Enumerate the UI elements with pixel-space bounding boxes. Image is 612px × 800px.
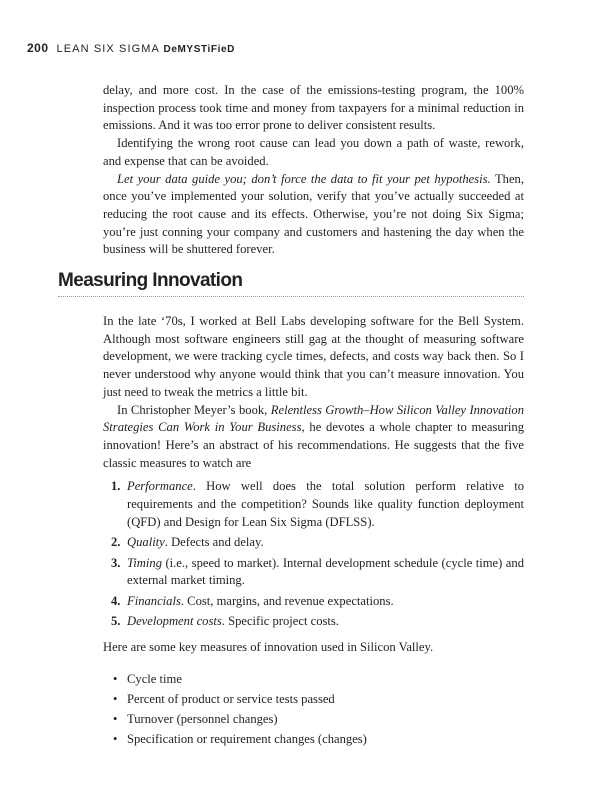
bullet-item: [103, 709, 524, 729]
bullet-text: Cycle time: [127, 671, 182, 686]
paragraph-text: , he devotes a whole chapter to measuring innovation! Here’s an abstract of his recommendations. He suggests that the five classic measures to watch are: [103, 420, 524, 470]
paragraph: In the late ‘70s, I worked at Bell Labs developing software for the Bell System. Although most software engineers still gag at the thought of measuring software development, we were tracking cycle times, defects, and costs way back then. So I never understood why anyone would think that you can’t measure innovation. You just need to tweak the metrics a little bit.: [103, 314, 524, 399]
paragraph-text: In Christopher Meyer’s book,: [117, 402, 271, 417]
paragraph: Identifying the wrong root cause can lead you down a path of waste, rework, and expense that can be avoided.: [103, 136, 524, 168]
bullet-text: Percent of product or service tests passed: [127, 691, 335, 706]
list-number: 4.: [111, 593, 121, 608]
key-measures-intro: Here are some key measures of innovation used in Silicon Valley.: [103, 640, 434, 655]
book-subtitle: DeMYSTiFieD: [163, 44, 235, 55]
measure-term: Timing: [127, 555, 162, 570]
bullet-item: [103, 689, 524, 709]
paragraph: delay, and more cost. In the case of the emissions-testing program, the 100% inspection process took time and money from taxpayers for a minimal reduction in emissions. And it was too error prone to deliver consistent results.: [103, 83, 524, 133]
measure-term: Development costs: [127, 614, 222, 629]
intro-text: [103, 82, 524, 259]
list-number: 5.: [111, 614, 121, 629]
measure-term: Performance: [127, 479, 193, 494]
book-title: LEAN SIX SIGMA: [56, 43, 160, 55]
bullet-item: [103, 669, 524, 689]
section-body: [103, 313, 524, 749]
measure-text: . How well does the total solution perform relative to requirements and the competition? Sounds like quality function deployment (QFD) and Design for Lean Six Sigma (DFLSS).: [127, 479, 524, 529]
list-number: 3.: [111, 555, 121, 570]
bullet-item: [103, 729, 524, 749]
measures-list: [103, 478, 524, 631]
paragraph: [103, 171, 524, 260]
measure-text: . Defects and delay.: [164, 535, 264, 550]
measure-term: Quality: [127, 535, 165, 550]
list-item: [103, 534, 524, 552]
list-number: 1.: [111, 479, 121, 494]
running-header: [27, 41, 235, 55]
bullet-icon: •: [113, 711, 118, 726]
list-item: [103, 555, 524, 590]
list-item: [103, 478, 524, 531]
list-number: 2.: [111, 535, 121, 550]
page-number: 200: [27, 41, 49, 55]
measure-text: (i.e., speed to market). Internal development schedule (cycle time) and external market timing.: [127, 555, 524, 588]
bullet-text: Turnover (personnel changes): [127, 711, 278, 726]
bullet-icon: •: [113, 731, 118, 746]
measure-term: Financials: [127, 593, 181, 608]
book-reference: Relentless Growth–How Silicon Valley Innovation Strategies Can Work in Your Business: [103, 402, 525, 435]
bullet-icon: •: [113, 691, 118, 706]
list-item: [103, 613, 524, 631]
emphasis-text: Let your data guide you; don’t force the data to fit your pet hypothesis.: [117, 171, 491, 186]
bullet-icon: •: [113, 671, 118, 686]
measure-text: . Cost, margins, and revenue expectations.: [180, 593, 394, 608]
list-item: [103, 593, 524, 611]
bullet-text: Specification or requirement changes (changes): [127, 731, 367, 746]
measure-text: . Specific project costs.: [221, 614, 339, 629]
paragraph-text: Then, once you’ve implemented your solution, verify that you’ve actually succeeded at reducing the root cause and its effects. Otherwise, you’re not doing Six Sigma; you’re just conning your company and customers and hastening the day when the business will be shuttered forever.: [103, 171, 524, 257]
paragraph: [103, 402, 524, 473]
key-measures-list: [103, 669, 524, 749]
section-heading: Measuring Innovation: [58, 270, 524, 297]
